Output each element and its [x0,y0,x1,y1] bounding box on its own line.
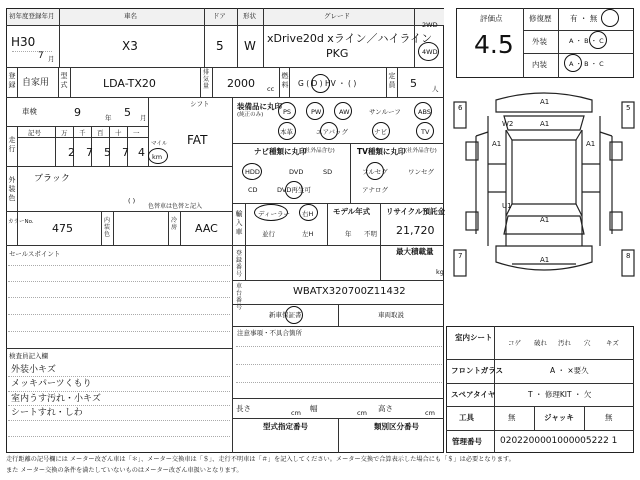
color-label: 外装色 [8,176,16,202]
cap-value: 5 [410,77,417,90]
insp-month-unit: 月 [140,114,147,122]
grade-line1: xDrive20d xライン／ハイライン [267,32,433,45]
insp-label: 車検 [22,107,37,116]
pw-circle [306,102,324,120]
load-label: 最大積載量 [396,247,434,256]
disp-value: 2000 [227,77,255,90]
tv-type-label: TV種類に丸印 [357,147,406,156]
odo-digit-2: 5 [104,146,111,159]
height-label: 高さ [378,404,393,413]
doors-value: 5 [216,39,224,53]
insp-month: 5 [124,106,131,119]
diag-label-3: A1 [492,140,502,148]
km-label: km [152,153,163,161]
memo-line-3: シートすれ・しわ [11,408,83,418]
repair-label: 修復歴 [529,14,552,23]
sales-point-label: セールスポイント [9,250,61,258]
type-value: LDA-TX20 [103,77,156,90]
handle-left: 左H [302,230,314,238]
ac-label: 冷房 [170,217,177,231]
diag-label-2: W2 [502,120,514,128]
cap-unit: 人 [432,85,439,93]
model-year-unknown: 不明 [364,230,377,238]
front-glass-value: A ・ ×要久 [550,366,589,375]
insp-year-unit: 年 [105,114,112,122]
memo-line-2: 室内うす汚れ・小キズ [11,394,101,404]
seat-label: 室内シート [455,333,493,342]
equip-airbag: エアバッグ [316,128,348,136]
ps-circle [278,102,296,120]
era-value: H30 [11,35,36,49]
import-label: 輸入車 [235,210,243,236]
spare-label: スペアタイヤ [451,390,496,399]
fuel-label: 燃料 [281,72,289,89]
tv-circle [416,122,434,140]
color-code: 475 [52,222,73,235]
memo-line-0: 外装小キズ [11,365,56,375]
width-unit: cm [357,409,367,417]
mgmt-label: 管理番号 [452,437,482,446]
seat-opt-4: キズ [606,339,619,347]
model-year-label: モデル年式 [333,207,371,216]
diag-label-4: A1 [586,140,596,148]
tv-type-note: (社外品含む) [405,148,437,154]
odo-digit-1: 7 [86,146,93,159]
navi-dvd-play: DVD再生可 [277,186,311,194]
odo-digit-label-1: 千 [79,129,86,137]
navi-dvd: DVD [289,168,304,176]
dvd-play-circle [285,181,303,199]
reg-value: 自家用 [22,78,50,88]
footer-line-1: また メーター交換の条件を満たしていないものはメーター改ざん車扱いとなります。 [6,467,243,474]
equip-navi: ナビ [374,128,387,136]
odo-note-label: 記号 [28,129,41,137]
month-value: 7 [38,51,44,61]
color-value: ブラック [34,174,70,184]
diag-label-0: A1 [540,98,550,106]
cap-label: 定員 [388,72,396,89]
equip-tv: TV [421,128,430,136]
odo-digit-label-4: 一 [133,129,140,137]
grade-label: グレード [324,12,350,20]
tv-analog: アナログ [362,186,388,194]
diag-label-6: A1 [540,216,550,224]
box-label-5: 5 [626,104,631,112]
ext-value: A ・ B ・ C [569,37,604,45]
shift-label: シフト [190,100,210,108]
notes-label: 注意事項・不具合箇所 [237,329,302,337]
tv-oneseg: ワンセグ [408,168,434,176]
odo-digit-4: 4 [138,146,145,159]
ext-b-circle [589,31,607,49]
navi-circle [372,122,390,140]
navi-hdd: HDD [245,168,260,176]
navi-type-note: (社外品含む) [303,148,335,154]
equip-note: (純正のみ) [237,112,264,118]
diag-label-5: U1 [502,202,512,210]
front-glass-label: フロントガラス [451,366,504,375]
odo-label: 走行 [8,136,16,153]
diesel-circle [311,74,330,93]
recycle-value: 21,720 [396,224,435,237]
width-label: 幅 [310,404,318,413]
length-label: 長さ [236,404,251,413]
repair-none-circle [601,9,619,27]
car-name: X3 [122,39,138,53]
fourwd-label: 4WD [422,48,438,56]
jack-label: ジャッキ [544,413,574,422]
month-unit: 月 [48,55,55,63]
navi-cd: CD [248,186,258,194]
seat-opt-0: コゲ [508,339,521,347]
twowd-label: 2WD [422,21,438,29]
shape-label: 形状 [243,12,256,20]
spare-value: T ・ 修理KIT ・ 欠 [528,390,592,399]
color-code-label: カラーNo. [8,219,34,225]
reg-label: 登録 [8,72,16,89]
hdd-circle [242,163,262,180]
length-unit: cm [291,409,301,417]
int-color-label: 内装色 [103,217,110,238]
disp-label: 排気量 [202,69,209,90]
seat-opt-1: 破れ [534,339,547,347]
load-unit: kg [436,268,444,276]
jack-value: 無 [605,413,613,422]
warranty-label: 新車保証書 [269,311,302,319]
odo-digit-0: 2 [68,146,75,159]
ext-label: 外装 [532,37,547,46]
odo-digit-label-2: 百 [97,129,104,137]
dealer-label: ディーラー [258,210,290,218]
name-label: 車名 [124,12,137,20]
model-year-unit: 年 [345,230,352,238]
handle-right-circle [299,204,318,221]
int-a-circle [564,54,582,72]
box-label-6: 6 [458,104,463,112]
score-label: 評価点 [480,14,503,23]
manual-label: 車両取説 [378,311,404,319]
tool-label: 工具 [459,413,474,422]
chassis-label: 車台番号 [235,283,242,311]
navi-sd: SD [323,168,333,176]
box-label-8: 8 [626,252,631,260]
diag-label-7: A1 [540,256,550,264]
diag-label-1: A1 [540,120,550,128]
equip-abs: ABS [418,108,431,116]
ac-value: AAC [195,222,218,235]
fuel-options: G ( D ) HV ・ ( ) [298,79,357,88]
tv-fullseg: フルセグ [362,168,388,176]
seat-opt-3: 穴 [584,339,591,347]
repair-value: 有 ・ 無 [570,14,598,23]
doors-label: ドア [213,12,226,20]
shape-value: W [244,39,256,53]
color-note: 色替車は色替と記入 [148,203,203,210]
class-no-label: 類別区分番号 [374,422,419,431]
parallel-label: 並行 [262,230,275,238]
odo-digit-label-0: 万 [61,129,68,137]
airbag-circle [320,122,338,140]
equip-label: 装備品に丸印 [237,102,282,111]
warranty-circle [285,306,303,324]
memo-line-1: メッキパーツくもり [11,379,92,389]
reg-no-label: 登録番号 [235,250,242,278]
aw-circle [334,102,352,120]
year-label: 初年度登録年月 [9,12,55,20]
height-unit: cm [425,409,435,417]
km-circle [148,148,168,164]
type-label: 型式 [60,72,68,89]
chassis-value: WBATX320700Z11432 [293,286,406,297]
odo-digit-3: 7 [122,146,129,159]
seat-opt-2: 汚れ [558,339,571,347]
shift-value: FAT [187,133,208,147]
insp-year: 9 [74,106,81,119]
car-diagram [452,86,636,282]
equip-ps: PS [283,108,292,116]
footer-line-0: 走行距離の記号欄には メーター改ざん車は「＊」、メーター交換車は「＄」、走行不明車は「＃」を記入してください。メーター交換で合算表示した場合にも「＄」は必要となります。 [6,456,515,463]
memo-label: 検査員記入欄 [9,352,48,360]
dealer-circle [254,204,288,221]
leather-circle [278,122,296,140]
odo-digit-label-3: 十 [115,129,122,137]
equip-sunroof: サンルーフ [369,108,401,116]
abs-circle [414,102,432,120]
box-label-7: 7 [458,252,463,260]
cc-unit: cc [267,85,275,93]
color-paren: ( ) [128,197,136,205]
equip-aw: AW [339,108,350,116]
mgmt-value: 0202200001000005222 1 [500,436,618,446]
equip-leather: 本革 [280,128,293,136]
mile-label: マイル [151,141,168,147]
score-value: 4.5 [474,30,514,59]
navi-type-label: ナビ種類に丸印 [254,147,307,156]
type-no-label: 型式指定番号 [263,422,308,431]
int-value: A ・ B ・ C [569,60,604,68]
recycle-label: リサイクル預託金 [386,207,445,216]
handle-right: 右H [302,210,314,218]
int-label: 内装 [532,60,547,69]
grade-line2: PKG [326,47,349,60]
tool-value: 無 [508,413,516,422]
fullseg-circle [366,162,384,180]
equip-pw: PW [311,108,322,116]
